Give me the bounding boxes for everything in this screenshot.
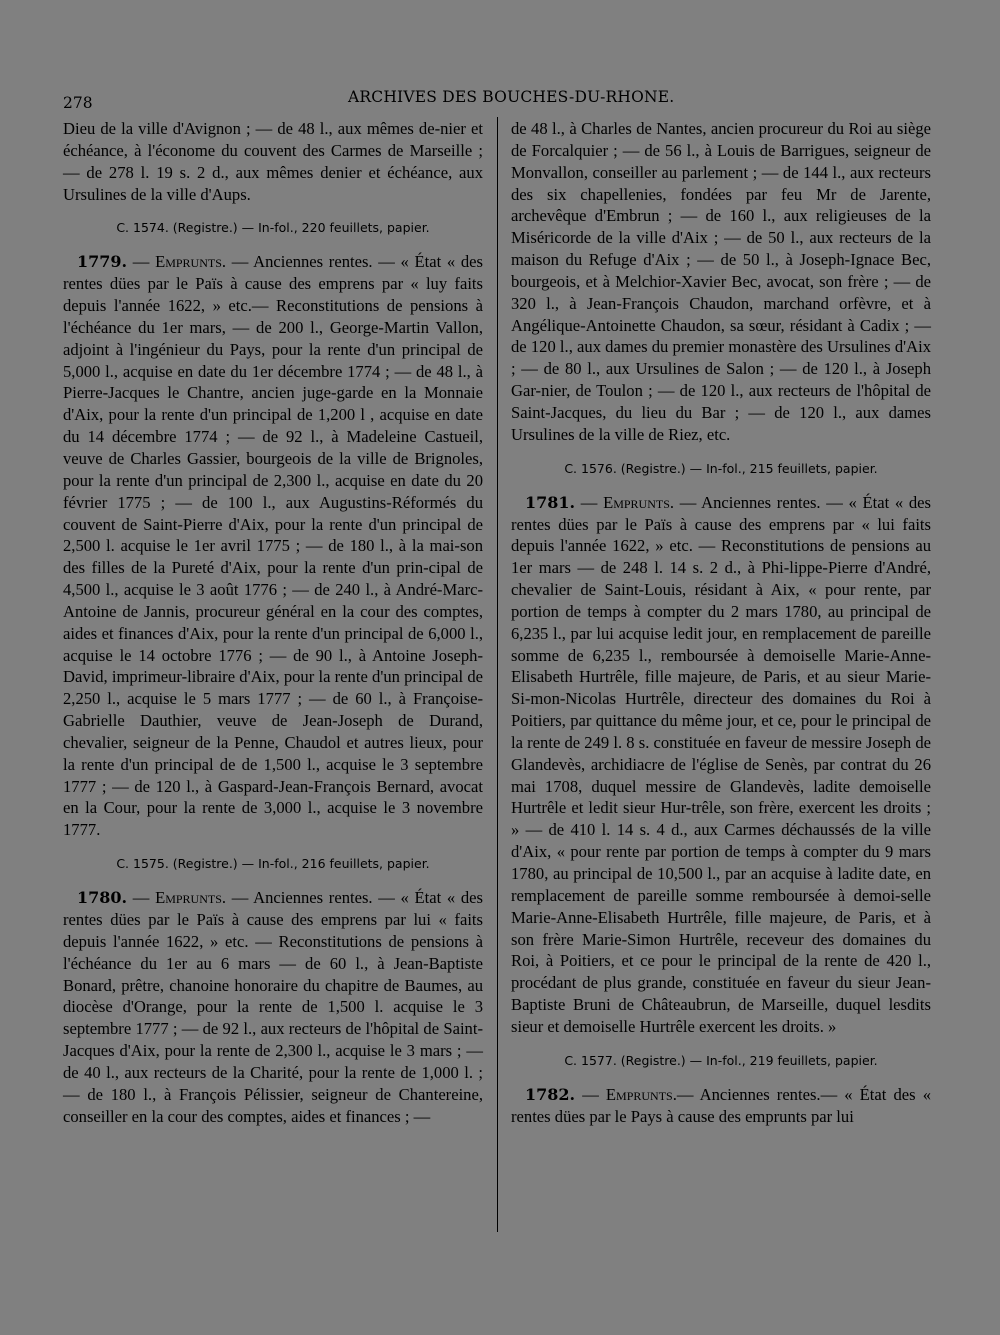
entry-text: — Anciennes rentes.— « État des « rentes dües par le Pays à cause des emprunts par lui — [511, 1084, 931, 1126]
entry-number: 1779. — [77, 252, 128, 272]
entry-text: — Anciennes rentes. — « État « des rentes dües par le Païs à cause des emprens par « lui faits depuis l'année 1622, » etc. — Reconstitutions de pensions au 1er mars — de 248 l. 14 s. 2 d., à Phi-lippe-Pierre d'André, chevalier de Saint-Louis, résidant à Aix, « pour rente, par portion de temps à compter du 2 mars 1780, au principal de 6,235 l., par lui acquise ledit jour, en remplacement de pareille somme de 6,235 l., remboursée à demoiselle Marie-Anne-Elisabeth Hurtrêle, fille majeure, de Paris, et au sieur Marie-Si-mon-Nicolas Hurtrêle, directeur des domaines du Roi à Poitiers, par quittance du même jour, et ce, pour le principal de la rente de 249 l. 8 s. constituée en faveur de messire Joseph de Glandevès, archidiacre de l'église de Senès, par contrat du 26 mai 1708, duquel messire de Glandevès, ladite demoiselle Hurtrêle et ledit sieur Hur-trêle, son frère, exercent les droits ; » — de 410 l. 14 s. 4 d., aux Carmes déchaussés de la ville d'Aix, « pour rente par portion de temps à compter du 9 mars 1780, au principal de 10,500 l., par an acquise à ladite date, en remplacement de pareille somme remboursée à demoi-selle Marie-Anne-Elisabeth Hurtrêle, fille majeure, de Paris, et à son frère Marie-Simon Hurtrêle, receveur des domaines du Roi, à Poitiers, et ce pour le principal de la rente de 420 l., procédant de plus grande, constituée en faveur du sieur Jean-Baptiste Bruni de Châteaubrun, de Marseille, duquel lesdits sieur et demoiselle Hurtrêle exercent les droits. » — [511, 492, 932, 1036]
archive-reference: C. 1577. (Registre.) — In-fol., 219 feuillets, papier. — [564, 1052, 878, 1068]
continued-paragraph: Dieu de la ville d'Avignon ; — de 48 l., aux mêmes de-nier et échéance, à l'économe du couvent des Carmes de Marseille ; — de 278 l. 19 s. 2 d., aux mêmes denier et échéance, aux Ursulines de la ville d'Aups. — [63, 119, 483, 204]
entry-number: 1781. — [525, 492, 576, 512]
entry-1782: 1782. — Emprunts.— Anciennes rentes.— « État des « rentes dües par le Pays à cause des emprunts par lui — [511, 1084, 931, 1126]
entry-1780: 1780. — Emprunts. — Anciennes rentes. — « État « des rentes dües par le Païs à cause des emprens par lui « faits depuis l'année 1622, » etc. — Reconstitutions de pensions à l'échéance du 1er au 6 mars — de 60 l., à Jean-Baptiste Bonard, prêtre, chanoine honoraire du chapitre de Baumes, au diocèse d'Orange, pour la rente de 1,500 l. acquise le 3 septembre 1777 ; — de 92 l., aux recteurs de l'hôpital de Saint-Jacques d'Aix, pour la rente de 2,300 l., acquise le 3 mars ; — de 40 l., aux recteurs de la Charité, pour la rente de 1,000 l. ; — de 180 l., à François Pélissier, seigneur de Chantereine, conseiller en la cour des comptes, aides et finances ; — — [63, 888, 484, 1126]
entry-number: 1780. — [77, 888, 128, 908]
entry-number: 1782. — [525, 1084, 576, 1104]
continued-paragraph: de 48 l., à Charles de Nantes, ancien procureur du Roi au siège de Forcalquier ; — de 56 l., à Louis de Barrigues, seigneur de Monvallon, conseiller au parlement ; — de 144 l., aux recteurs des six chapellenies, fondées par feu Mr de Jarente, archevêque d'Embrun ; — de 160 l., aux religieuses de la Miséricorde de la ville d'Aix ; — de 50 l., aux recteurs de la maison du Refuge d'Aix ; — de 50 l., à Joseph-Ignace Bec, bourgeois, et à Melchior-Xavier Bec, avocat, son frère ; — de 320 l., à Jean-François Chaudon, marchand orfèvre, et à Angélique-Antoinette Chaudon, sa sœur, résidant à Cadix ; — de 120 l., aux dames du premier monastère des Ursulines d'Aix ; — de 80 l., aux Ursulines de Salon ; — de 120 l., à Joseph Gar-nier, de Toulon ; — de 120 l., aux recteurs de l'hôpital de Saint-Jacques, du lieu du Bar ; — de 120 l., aux dames Ursulines de la ville de Riez, etc. — [511, 119, 931, 444]
entry-text: — Anciennes rentes. — « État « des rentes dües par le Païs à cause des emprens par lui « faits depuis l'année 1622, » etc. — Reconstitutions de pensions à l'échéance du 1er au 6 mars — de 60 l., à Jean-Baptiste Bonard, prêtre, chanoine honoraire du chapitre de Baumes, au diocèse d'Orange, pour la rente de 1,500 l. acquise le 3 septembre 1777 ; — de 92 l., aux recteurs de l'hôpital de Saint-Jacques d'Aix, pour la rente de 2,300 l., acquise le 3 mars ; — de 40 l., aux recteurs de la Charité, pour la rente de 1,000 l. ; — de 180 l., à François Pélissier, seigneur de Chantereine, conseiller en la cour des comptes, aides et finances ; — — [63, 888, 484, 1126]
entry-1779: 1779. — Emprunts. — Anciennes rentes. — « État « des rentes dües par le Païs à cause des emprens par « luy faits depuis l'année 1622, » etc.— Reconstitutions de pensions à l'échéance du 1er mars, — de 200 l., George-Martin Vallon, adjoint à l'ingénieur du Pays, pour la rente d'un principal de 5,000 l., acquise en date du 1er décembre 1774 ; — de 48 l., à Pierre-Jacques le Chantre, ancien juge-garde en la Monnaie d'Aix, pour la rente d'un principal de 1,200 l , acquise en date du 14 décembre 1774 ; — de 92 l., à Madeleine Castueil, veuve de Charles Gassier, bourgeois de la ville de Brignoles, pour la rente d'un principal de 2,300 l., acquise en date du 20 février 1775 ; — de 100 l., aux Augustins-Réformés du couvent de Saint-Pierre d'Aix, pour la rente d'un principal de 2,500 l. acquise le 1er avril 1775 ; — de 180 l., à la mai-son des filles de la Pureté d'Aix, pour la rente d'un prin-cipal de 4,500 l., acquise le 3 août 1776 ; — de 240 l., à André-Marc-Antoine de Jannis, procureur général en la cour des comptes, aides et finances d'Aix, pour la rente d'un principal de 6,000 l., acquise le 14 octobre 1776 ; — de 90 l., à Antoine Joseph-David, imprimeur-libraire d'Aix, pour la rente d'un principal de 2,250 l., acquise le 5 mars 1777 ; — de 60 l., à Françoise-Gabrielle Dauthier, veuve de Jean-Joseph de Durand, chevalier, seigneur de la Penne, Chaudol et autres lieux, pour la rente d'un principal de de 1,500 l., acquise le 3 septembre 1777 ; — de 120 l., à Gaspard-Jean-François Bernard, avocat en la Cour, pour la rente de 3,000 l., acquise le 3 novembre 1777. — [63, 252, 484, 840]
entry-keyword: Emprunts. — [605, 1084, 677, 1104]
archive-reference: C. 1576. (Registre.) — In-fol., 215 feuillets, papier. — [564, 460, 878, 476]
entry-keyword: Emprunts. — [155, 252, 227, 272]
archive-reference: C. 1574. (Registre.) — In-fol., 220 feuillets, papier. — [116, 220, 430, 236]
column-divider — [497, 117, 498, 1232]
archive-reference: C. 1575. (Registre.) — In-fol., 216 feuillets, papier. — [116, 856, 430, 872]
entry-text: — Anciennes rentes. — « État « des rentes dües par le Païs à cause des emprens par « luy faits depuis l'année 1622, » etc.— Reconstitutions de pensions à l'échéance du 1er mars, — de 200 l., George-Martin Vallon, adjoint à l'ingénieur du Pays, pour la rente d'un principal de 5,000 l., acquise en date du 1er décembre 1774 ; — de 48 l., à Pierre-Jacques le Chantre, ancien juge-garde en la Monnaie d'Aix, pour la rente d'un principal de 1,200 l , acquise en date du 14 décembre 1774 ; — de 92 l., à Madeleine Castueil, veuve de Charles Gassier, bourgeois de la ville de Brignoles, pour la rente d'un principal de 2,300 l., acquise en date du 20 février 1775 ; — de 100 l., aux Augustins-Réformés du couvent de Saint-Pierre d'Aix, pour la rente d'un principal de 2,500 l. acquise le 1er avril 1775 ; — de 180 l., à la mai-son des filles de la Pureté d'Aix, pour la rente d'un prin-cipal de 4,500 l., acquise le 3 août 1776 ; — de 240 l., à André-Marc-Antoine de Jannis, procureur général en la cour des comptes, aides et finances d'Aix, pour la rente d'un principal de 6,000 l., acquise le 14 octobre 1776 ; — de 90 l., à Antoine Joseph-David, imprimeur-libraire d'Aix, pour la rente d'un principal de 2,250 l., acquise le 5 mars 1777 ; — de 60 l., à Françoise-Gabrielle Dauthier, veuve de Jean-Joseph de Durand, chevalier, seigneur de la Penne, Chaudol et autres lieux, pour la rente d'un principal de de 1,500 l., acquise le 3 septembre 1777 ; — de 120 l., à Gaspard-Jean-François Bernard, avocat en la Cour, pour la rente de 3,000 l., acquise le 3 novembre 1777. — [63, 252, 484, 840]
running-title: ARCHIVES DES BOUCHES-DU-RHONE. — [348, 88, 675, 106]
entry-1781: 1781. — Emprunts. — Anciennes rentes. — « État « des rentes dües par le Païs à cause des emprens par « lui faits depuis l'année 1622, » etc. — Reconstitutions de pensions au 1er mars — de 248 l. 14 s. 2 d., à Phi-lippe-Pierre d'André, chevalier de Saint-Louis, résidant à Aix, « pour rente, par portion de temps à compter du 2 mars 1780, au principal de 6,235 l., par lui acquise ledit jour, en remplacement de pareille somme de 6,235 l., remboursée à demoiselle Marie-Anne-Elisabeth Hurtrêle, fille majeure, de Paris, et au sieur Marie-Si-mon-Nicolas Hurtrêle, directeur des domaines du Roi à Poitiers, par quittance du même jour, et ce, pour le principal de la rente de 249 l. 8 s. constituée en faveur de messire Joseph de Glandevès, archidiacre de l'église de Senès, par contrat du 26 mai 1708, duquel messire de Glandevès, ladite demoiselle Hurtrêle et ledit sieur Hur-trêle, son frère, exercent les droits ; » — de 410 l. 14 s. 4 d., aux Carmes déchaussés de la ville d'Aix, « pour rente par portion de temps à compter du 9 mars 1780, au principal de 10,500 l., par an acquise à ladite date, en remplacement de pareille somme remboursée à demoi-selle Marie-Anne-Elisabeth Hurtrêle, fille majeure, de Paris, et à son frère Marie-Simon Hurtrêle, receveur des domaines du Roi, à Poitiers, et ce pour le principal de la rente de 420 l., procédant de plus grande, constituée en faveur du sieur Jean-Baptiste Bruni de Châteaubrun, de Marseille, duquel lesdits sieur et demoiselle Hurtrêle exercent les droits. » — [511, 492, 932, 1036]
entry-keyword: Emprunts. — [603, 492, 675, 512]
page-header — [63, 88, 940, 116]
left-column — [63, 118, 483, 1127]
page-number: 278 — [63, 94, 93, 112]
entry-keyword: Emprunts. — [155, 888, 227, 908]
right-column — [511, 118, 931, 1127]
